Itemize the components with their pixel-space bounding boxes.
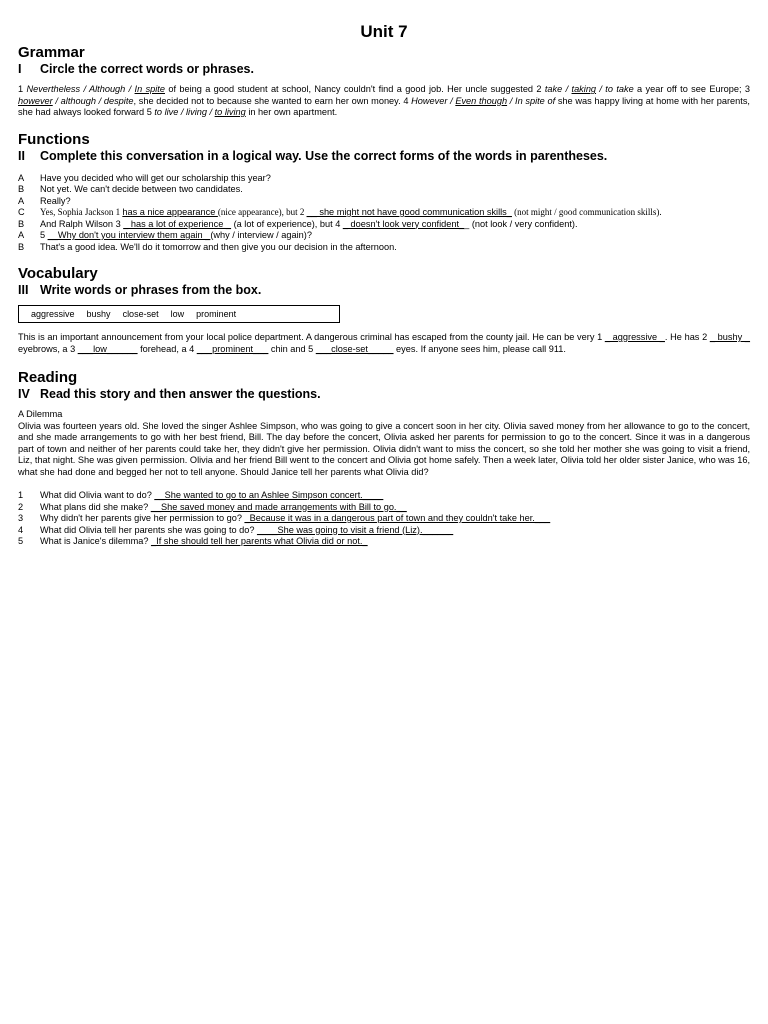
speaker: B <box>18 218 25 229</box>
line-text: Really? <box>40 195 71 206</box>
answer: _If she should tell her parents what Olivia did or not._ <box>151 536 368 546</box>
text: she was happy living at home with her parents, she had always looked forward 5 <box>18 95 750 117</box>
answer: __She wanted to go to an Ashlee Simpson concert.____ <box>154 490 384 500</box>
text: (nice appearance), but 2 <box>217 207 307 217</box>
grammar-heading: Grammar <box>18 44 85 61</box>
text: 1 <box>18 84 27 94</box>
answer: taking <box>571 84 597 94</box>
text: a year off to see Europe; 3 <box>633 84 750 94</box>
answer: to living <box>214 107 246 117</box>
answer: __She saved money and made arrangements with Bill to go.__ <box>150 501 407 512</box>
grammar-instruction <box>18 62 750 77</box>
answer: __ she might not have good communication skills_ <box>306 207 512 217</box>
question-number: 3 <box>18 513 24 523</box>
speaker: A <box>18 172 25 183</box>
text: . He has 2 <box>664 332 710 342</box>
answer: Even though <box>455 95 508 106</box>
functions-section <box>18 131 750 254</box>
story-title: A Dilemma <box>18 409 63 419</box>
page-title: Unit 7 <box>360 22 408 41</box>
vocabulary-instruction <box>18 283 750 298</box>
text: (not might / good communication skills). <box>511 207 662 217</box>
text: / although / despite <box>52 95 134 106</box>
question-number: 2 <box>18 501 24 512</box>
worksheet-page <box>18 20 750 548</box>
question-item <box>18 525 750 537</box>
answer: _ bushy _ <box>709 332 750 342</box>
text: / In spite of <box>507 95 556 106</box>
line-text: Not yet. We can't decide between two candidates. <box>40 184 243 194</box>
instruction-text: Complete this conversation in a logical way. Use the correct forms of the words in parentheses. <box>40 148 608 163</box>
word-box-item: low <box>170 309 185 319</box>
word-box-item: bushy <box>86 309 111 319</box>
question-item <box>18 513 750 525</box>
speaker: C <box>18 207 25 217</box>
text: (a lot of experience), but 4 <box>231 218 343 229</box>
functions-heading: Functions <box>18 130 90 148</box>
story-text: Olivia was fourteen years old. She loved the singer Ashlee Simpson, who was going to give a concert soon in her city. Olivia saved money from her allowance to go to the concert, and she made arrangements to go with her best friend, Bill. The day before the concert, Olivia asked her parents for permission to go to the concert. Since it was in a dangerous part of town and neither of her parents could take her, they didn't give her permission. Olivia didn't want to miss the concert, so she told her mother she was going to visit a friend, Liz, that night. She was given permission. Olivia and her friend Bill went to the concert and Olivia got home safely. Then a week later, Olivia told her older sister Janice, who was 16, what she had done and begged her not to tell anyone. Should Janice tell her parents what Olivia did? <box>18 420 750 477</box>
speaker: A <box>18 230 25 240</box>
section-number: IV <box>18 387 30 401</box>
answer: _ doesn't look very confident_ <box>342 218 465 229</box>
question-number: 5 <box>18 536 24 546</box>
question-text: What did Olivia want to do? <box>40 490 155 500</box>
answer: In spite <box>134 84 165 94</box>
question-text: What plans did she make? <box>40 501 151 512</box>
answer: _ aggressive _ <box>604 332 665 342</box>
conversation-line <box>18 196 750 208</box>
line-text: Have you decided who will get our scholarship this year? <box>40 172 271 183</box>
text: And Ralph Wilson 3 <box>40 218 124 229</box>
question-number: 4 <box>18 524 24 535</box>
speaker: B <box>18 241 25 252</box>
text: eyebrows, a 3 <box>18 343 78 354</box>
conversation-line <box>18 242 750 254</box>
reading-heading: Reading <box>18 369 78 386</box>
answer: ____She was going to visit a friend (Liz).______ <box>257 524 454 535</box>
instruction-text: Circle the correct words or phrases. <box>40 62 254 76</box>
text: , she decided not to because she wanted to earn her own money. 4 <box>133 95 412 106</box>
instruction-text: Read this story and then answer the questions. <box>40 387 321 401</box>
reading-section <box>18 369 750 548</box>
section-number: III <box>18 283 29 297</box>
answer: __Why don't you interview them again _ <box>47 230 211 240</box>
conversation-line <box>18 219 750 231</box>
word-box-item: prominent <box>196 309 237 319</box>
text: of being a good student at school, Nancy couldn't find a good job. Her uncle suggested 2 <box>164 84 545 94</box>
vocabulary-heading: Vocabulary <box>18 265 98 282</box>
text: _ (not look / very confident). <box>464 218 578 229</box>
answer: ___low______ <box>77 343 138 354</box>
speaker: A <box>18 195 25 206</box>
answer: however <box>18 95 53 106</box>
text: / to take <box>596 84 634 94</box>
section-number: I <box>18 62 22 76</box>
instruction-text: Write words or phrases from the box. <box>40 283 262 297</box>
question-item <box>18 490 750 502</box>
vocabulary-paragraph <box>18 332 750 355</box>
word-box <box>18 305 340 323</box>
text: forehead, a 4 <box>137 343 197 354</box>
word-box-item: aggressive <box>31 309 75 319</box>
section-number: II <box>18 148 25 163</box>
answer: ___close-set_____ <box>315 343 394 354</box>
speaker: B <box>18 184 25 194</box>
question-item <box>18 536 750 548</box>
text: However / <box>411 95 456 106</box>
text: This is an important announcement from your local police department. A dangerous criminal has escaped from the county jail. He can be very 1 <box>18 332 605 342</box>
text: in her own apartment. <box>245 107 338 117</box>
functions-instruction <box>18 149 750 164</box>
answer: has a nice appearance <box>122 207 218 217</box>
text: to live / living / <box>154 107 215 117</box>
vocabulary-section <box>18 265 750 355</box>
conversation-line <box>18 173 750 185</box>
conversation-line <box>18 207 750 219</box>
question-number: 1 <box>18 490 24 500</box>
question-text: What is Janice's dilemma? <box>40 536 152 546</box>
question-text: Why didn't her parents give her permission to go? <box>40 513 245 523</box>
answer: _ has a lot of experience _ <box>123 218 232 229</box>
reading-instruction <box>18 387 750 402</box>
conversation-line <box>18 230 750 242</box>
word-box-item: close-set <box>122 309 159 319</box>
conversation-line <box>18 184 750 196</box>
text: 5 <box>40 230 48 240</box>
text: chin and 5 <box>268 343 316 354</box>
line-text: That's a good idea. We'll do it tomorrow and then give you our decision in the afternoon. <box>40 241 397 252</box>
grammar-section <box>18 44 750 119</box>
answer: _Because it was in a dangerous part of town and they couldn't take her.___ <box>244 513 551 523</box>
question-list <box>18 490 750 548</box>
answer: ___prominent___ <box>196 343 269 354</box>
text: eyes. If anyone sees him, please call 911. <box>393 343 566 354</box>
question-text: What did Olivia tell her parents she was going to do? <box>40 524 258 535</box>
question-item <box>18 502 750 514</box>
text: (why / interview / again)? <box>210 230 312 240</box>
grammar-paragraph <box>18 84 750 119</box>
text: Nevertheless / Although / <box>26 84 135 94</box>
text: Yes, Sophia Jackson 1 <box>40 207 123 217</box>
conversation <box>18 173 750 254</box>
text: take / <box>544 84 572 94</box>
